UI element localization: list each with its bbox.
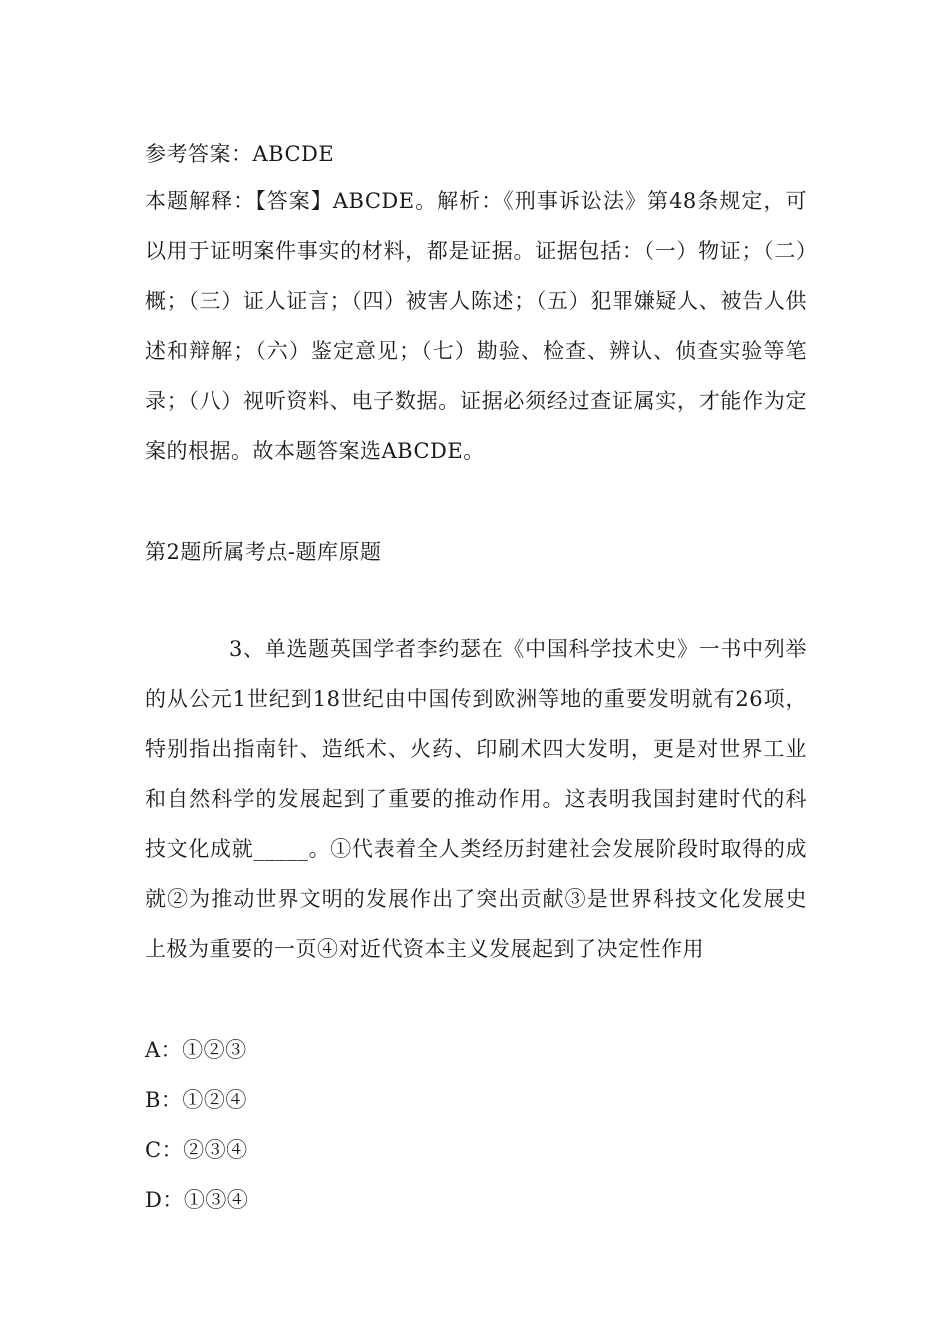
explanation-paragraph: 本题解释：【答案】ABCDE。解析：《刑事诉讼法》第48条规定，可以用于证明案件事实的材料，都是证据。证据包括：（一）物证；（二）概；（三）证人证言；（四）被害人陈述；（五）犯罪嫌疑人、被告人供述和辩解；（六）鉴定意见；（七）勘验、检查、辨认、侦查实验等笔录；（八）视听资料、电子数据。证据必须经过查证属实，才能作为定案的根据。故本题答案选ABCDE。 (145, 189, 807, 463)
option-c: C：②③④ (145, 1138, 248, 1162)
topic-line: 第2题所属考点-题库原题 (145, 540, 382, 564)
answer-line: 参考答案：ABCDE (145, 142, 335, 166)
option-d: D：①③④ (145, 1188, 249, 1212)
option-b: B：①②④ (145, 1088, 247, 1112)
question-paragraph: 3、单选题英国学者李约瑟在《中国科学技术史》一书中列举的从公元1世纪到18世纪由中国传到欧洲等地的重要发明就有26项，特别指出指南针、造纸术、火药、印刷术四大发明，更是对世界工业和自然科学的发展起到了重要的推动作用。这表明我国封建时代的科技文化成就_____。①代表着全人类经历封建社会发展阶段时取得的成就②为推动世界文明的发展作出了突出贡献③是世界科技文化发展史上极为重要的一页④对近代资本主义发展起到了决定性作用 (145, 637, 807, 961)
option-a: A：①②③ (145, 1038, 247, 1062)
